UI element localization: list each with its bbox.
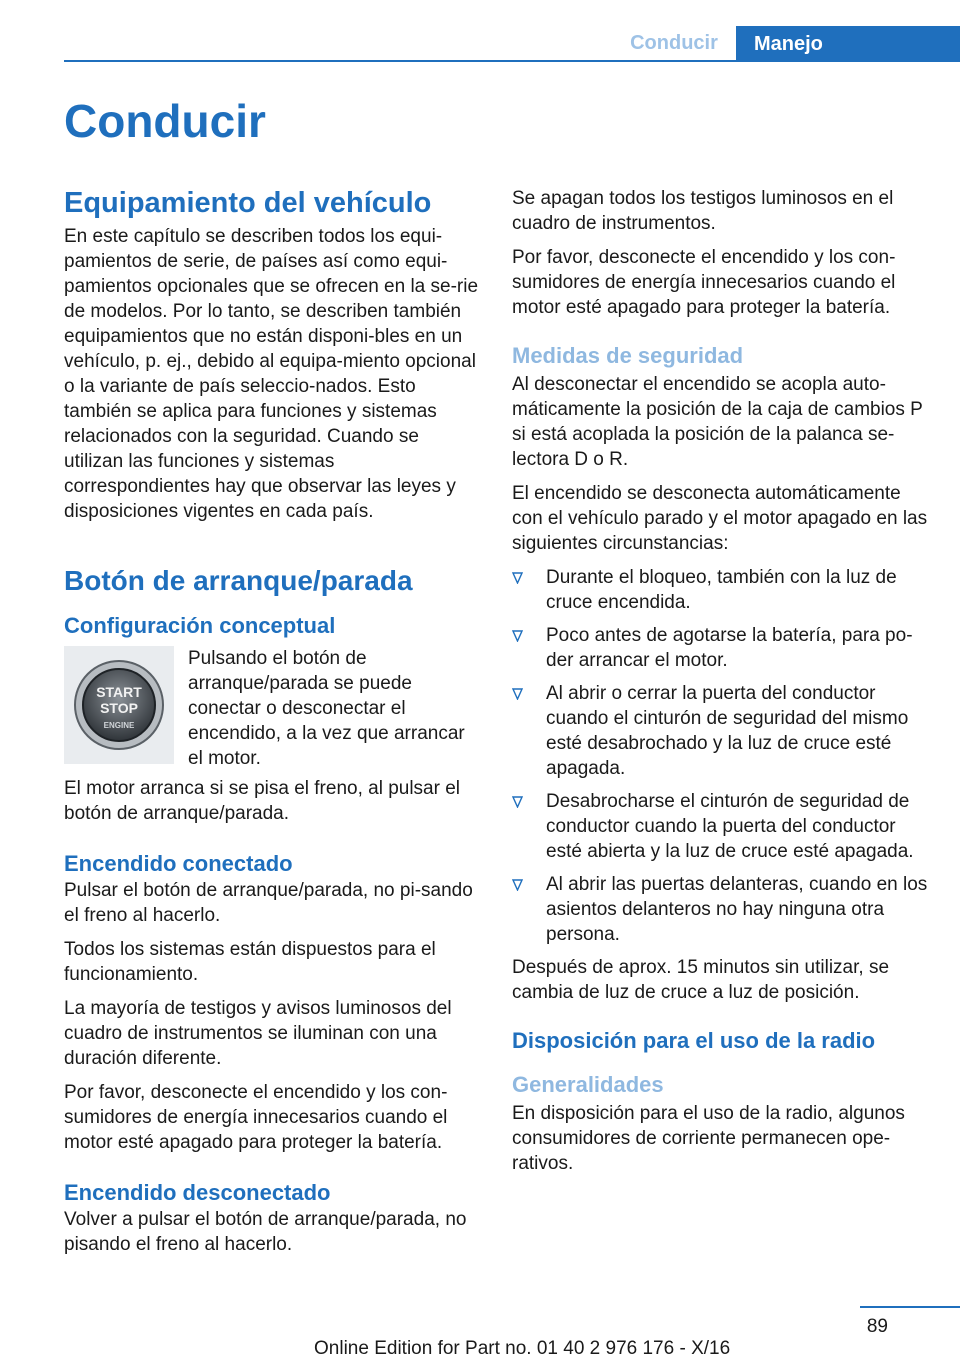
heading-encendido-conectado: Encendido conectado (64, 851, 293, 876)
start-stop-button-icon (73, 659, 165, 751)
list-item-text: Al abrir las puertas delanteras, cuando en los asientos delanteros no hay ninguna otra persona. (546, 874, 928, 945)
triangle-bullet-icon (512, 789, 546, 864)
heading-generalidades: Generalidades (512, 1072, 664, 1097)
heading-boton-arranque: Botón de arranque/parada (64, 565, 413, 596)
paragraph-general-1: En disposición para el uso de la radio, algunos consumidores de corriente permanecen ope‐rativos. (512, 1103, 905, 1174)
heading-configuracion: Configuración conceptual (64, 613, 336, 638)
start-stop-button-image (64, 646, 174, 764)
button-stop-text: STOP (100, 700, 138, 716)
list-item-text: Al abrir o cerrar la puerta del conductor cuando el cinturón de seguridad del mismo esté desabrochado y la luz de cruce esté apagada. (546, 683, 909, 779)
list-item (512, 565, 932, 615)
list-item-text: Desabrocharse el cinturón de seguridad de conductor cuando la puerta del conductor esté abierta y la luz de cruce esté apagada. (546, 791, 914, 862)
paragraph-right-2: Por favor, desconecte el encendido y los con‐sumidores de energía innecesarios cuando el motor esté apagado para proteger la batería. (512, 247, 896, 318)
tab-chapter-manejo[interactable]: Manejo (736, 26, 960, 62)
paragraph-right-1: Se apagan todos los testigos luminosos en el cuadro de instrumentos. (512, 188, 894, 234)
triangle-bullet-icon (512, 623, 546, 673)
paragraph-safety-1: Al desconectar el encendido se acopla auto‐máticamente la posición de la caja de cambios P si está acoplada la posición de la palanca se‐lectora D o R. (512, 374, 923, 470)
heading-disposicion-radio: Disposición para el uso de la radio (512, 1028, 876, 1053)
heading-encendido-desconectado: Encendido desconectado (64, 1180, 331, 1205)
button-start-text: START (96, 684, 142, 700)
figure-caption (188, 646, 480, 780)
heading-medidas-seguridad: Medidas de seguridad (512, 343, 744, 368)
tab-section-conducir[interactable]: Conducir (630, 31, 718, 54)
paragraph-on-1: Pulsar el botón de arranque/parada, no pi‐sando el freno al hacerlo. (64, 880, 473, 926)
list-item (512, 681, 932, 781)
chapter-title: Conducir (64, 95, 266, 147)
triangle-bullet-icon (512, 872, 546, 947)
right-column (512, 186, 932, 1185)
list-item-text: Poco antes de agotarse la batería, para po‐der arrancar el motor. (546, 625, 913, 671)
list-item (512, 872, 932, 947)
list-item (512, 789, 932, 864)
list-item (512, 623, 932, 673)
paragraph-off-1: Volver a pulsar el botón de arranque/parada, no pisando el freno al hacerlo. (64, 1209, 467, 1255)
list-item-text: Durante el bloqueo, también con la luz de cruce encendida. (546, 567, 897, 613)
edition-note: Online Edition for Part no. 01 40 2 976 176 - X/16 (314, 1338, 731, 1359)
figure-row (64, 646, 480, 780)
circumstances-list (512, 565, 932, 947)
footer-rule (860, 1306, 960, 1308)
page-number: 89 (866, 1316, 888, 1337)
paragraph-on-2: Todos los sistemas están dispuestos para el funcionamiento. (64, 939, 436, 985)
paragraph-config-2: El motor arranca si se pisa el freno, al pulsar el botón de arranque/parada. (64, 778, 461, 824)
triangle-bullet-icon (512, 681, 546, 781)
paragraph-safety-3: Después de aprox. 15 minutos sin utilizar, se cambia de luz de cruce a luz de posición. (512, 957, 890, 1003)
paragraph-equipamiento: En este capítulo se describen todos los equi‐pamientos de serie, de países así como equi‐pamientos opcionales que se ofrecen en la se‐rie de modelos. Por lo tanto, se describen también equipamientos que no están disponi‐bles en un vehículo, p. ej., debido al equipa‐miento opcional o la variante de país seleccio‐nados. Esto también se aplica para funciones y sistemas relacionados con la seguridad. Cuando se utilizan las funciones y sistemas correspondientes hay que observar las leyes y disposiciones vigentes en cada país. (64, 226, 479, 522)
heading-equipamiento: Equipamiento del vehículo (64, 187, 432, 219)
left-column (64, 186, 480, 1266)
paragraph-on-3: La mayoría de testigos y avisos luminosos del cuadro de instrumentos se iluminan con una duración diferente. (64, 998, 452, 1069)
paragraph-config-1: Pulsando el botón de arranque/parada se puede conectar o desconectar el encendido, a la vez que arrancar el motor. (188, 648, 465, 769)
button-engine-text: ENGINE (103, 721, 135, 730)
paragraph-safety-2: El encendido se desconecta automáticamente con el vehículo parado y el motor apagado en las siguientes circunstancias: (512, 483, 928, 554)
paragraph-on-4: Por favor, desconecte el encendido y los con‐sumidores de energía innecesarios cuando el motor esté apagado para proteger la batería. (64, 1082, 448, 1153)
triangle-bullet-icon (512, 565, 546, 615)
